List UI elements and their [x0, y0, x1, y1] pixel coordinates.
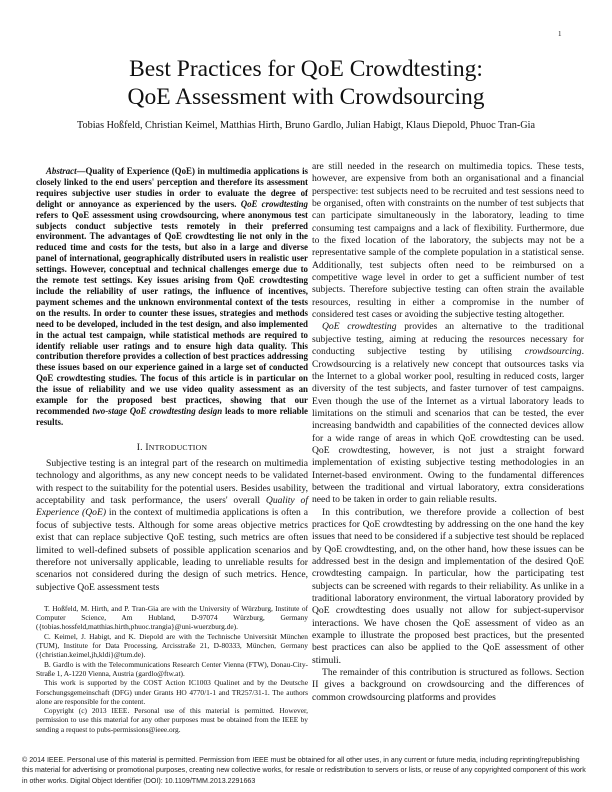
paragraph: Subjective testing is an integral part of the research on multimedia technology and algorithms, as any new concept needs to be validated with respect to the suitability for the potential users. Besides usability, acceptability and task performance, the users' overall Quality of Experience (QoE) in the context of multimedia applications is often a focus of subjective tests. Although for some areas objective metrics exist that can replace subjective QoE testing, such metrics are often limited to well-defined subsets of possible application scenarios and therefore not universally applicable, leading to unreliable results for scenarios not considered during the design of such metrics. Hence, subjective QoE assessment tests	[36, 458, 308, 593]
left-column	[36, 166, 308, 734]
right-column	[312, 161, 584, 704]
paragraph: QoE crowdtesting provides an alternative to the traditional subjective testing, aiming at reducing the resources necessary for conducting subjective testing by utilising crowdsourcing. Crowdsourcing is a relatively new concept that outsources tasks via the Internet to a global worker pool, resulting in reduced costs, larger diversity of the test subjects, and faster turnover of test campaigns. Even though the use of the Internet as a virtual laboratory leads to limitations on the stimuli and scenarios that can be tested, the ever increasing bandwidth and capabilities of the connected devices allow for a wide range of areas in which QoE crowdtesting can be used. QoE crowdtesting, however, is not just a straight forward implementation of existing subjective testing methodologies in an Internet-based environment. Owing to the fundamental differences between the traditional and virtual laboratory, extra considerations need to be taken in order to gain reliable results.	[312, 321, 584, 506]
section-heading-introduction: I. INTRODUCTION	[136, 441, 208, 453]
paragraph: In this contribution, we therefore provide a collection of best practices for QoE crowdtesting by addressing on the one hand the key issues that need to be considered if a subjective test should be replaced by QoE crowdtesting, and, on the other hand, how these issues can be addressed best in the design and implementation of the desired QoE crowdtesting campaign. In particular, how the participating test subjects can be screened with regards to their reliability. As unlike in a traditional laboratory environment, the virtual laboratory provided by QoE crowdtesting does usually not allow for subject-supervisor interactions. We have chosen the QoE assessment of video as an example to illustrate the proposed best practices, but the presented best practices can also be applied to the QoE assessment of other stimuli.	[312, 506, 584, 666]
footnote: C. Keimel, J. Habigt, and K. Diepold are with the Technische Universität München (TUM), Institute for Data Processing, Arcisstraße 21, D-80333, München, Germany ({christian.keimel,jh,kldi}@tum.de).	[36, 631, 308, 660]
paragraph: are still needed in the research on multimedia topics. These tests, however, are expensive from both an organisational and a financial perspective: test subjects need to be recruited and test sessions need to be organised, often with constraints on the number of test subjects that can participate simultaneously in the laboratory, leading to time consuming test campaigns and a lack of flexibility. Furthermore, due to the fixed location of the laboratory, the subjects may not be a representative sample of the complete population in a statistical sense. Additionally, test subjects often need to be reimbursed on a competitive wage level in order to get a sufficient number of test subjects. Therefore subjective testing can often strain the available resources, resulting in either a compromise in the number of considered test cases or avoiding the subjective testing altogether.	[312, 161, 584, 321]
abstract-label: Abstract	[46, 166, 77, 176]
page-number: 1	[558, 30, 562, 38]
footnote: B. Gardlo is with the Telecommunications Research Center Vienna (FTW), Donau-City-Straße 1, A-1220 Vienna, Austria (gardlo@ftw.at).	[36, 659, 308, 678]
footnote: This work is supported by the COST Action IC1003 Qualinet and by the Deutsche Forschungsgemeinschaft (DFG) under Grants HO 4770/1-1 and TR257/31-1. The authors alone are responsible for the content.	[36, 678, 308, 706]
footnotes	[36, 604, 308, 734]
abstract-emphasis: two-stage QoE crowdtesting design	[92, 405, 223, 416]
abstract-emphasis: QoE crowdtesting	[240, 198, 308, 209]
title-line-2: QoE Assessment with Crowdsourcing	[127, 84, 485, 110]
paper-title	[0, 55, 612, 111]
abstract: Abstract—Quality of Experience (QoE) in multimedia applications is closely linked to the end users' perception and therefore its assessment requires subjective user studies in order to evaluate the degree of delight or annoyance as experienced by the users. QoE crowdtesting refers to QoE assessment using crowdsourcing, where anonymous test subjects conduct subjective tests remotely in their preferred environment. The advantages of QoE crowdtesting lie not only in the reduced time and costs for the tests, but also in a large and diverse panel of international, geographically distributed users in realistic user settings. However, conceptual and technical challenges emerge due to the remote test settings. Key issues arising from QoE crowdtesting include the reliability of user ratings, the influence of incentives, payment schemes and the unknown environmental context of the tests on the results. In order to counter these issues, strategies and methods need to be developed, included in the test design, and also implemented in the actual test campaign, while statistical methods are required to identify reliable user ratings and to ensure high data quality. This contribution therefore provides a collection of best practices addressing these issues based on our experience gained in a large set of conducted QoE crowdtesting studies. The focus of this article is in particular on the issue of reliability and we use video quality assessment as an example for the proposed best practices, showing that our recommended two-stage QoE crowdtesting design leads to more reliable results.	[36, 166, 308, 427]
paragraph: The remainder of this contribution is structured as follows. Section II gives a background on crowdsourcing and the differences of common crowdsourcing platforms and provides	[312, 667, 584, 703]
copyright-notice: © 2014 IEEE. Personal use of this material is permitted. Permission from IEEE must be obtained for all other uses, in any current or future media, including reprinting/republishing this material for advertising or promotional purposes, creating new collective works, for resale or redistribution to servers or lists, or reuse of any copyrighted component of this work in other works. Digital Object Identifier (DOI): 10.1109/TMM.2013.2291663	[22, 756, 586, 785]
title-line-1: Best Practices for QoE Crowdtesting:	[129, 56, 483, 82]
author-list: Tobias Hoßfeld, Christian Keimel, Matthias Hirth, Bruno Gardlo, Julian Habigt, Klaus Diepold, Phuoc Tran-Gia	[77, 120, 535, 131]
footnote: Copyright (c) 2013 IEEE. Personal use of this material is permitted. However, permission to use this material for any other purposes must be obtained from the IEEE by sending a request to pubs-permissions@ieee.org.	[36, 706, 308, 734]
footnote: T. Hoßfeld, M. Hirth, and P. Tran-Gia are with the University of Würzburg, Institute of Computer Science, Am Hubland, D-97074 Würzburg, Germany ({tobias.hossfeld,matthias.hirth,phuoc.trangia}@uni-wuerzburg.de).	[36, 603, 308, 632]
